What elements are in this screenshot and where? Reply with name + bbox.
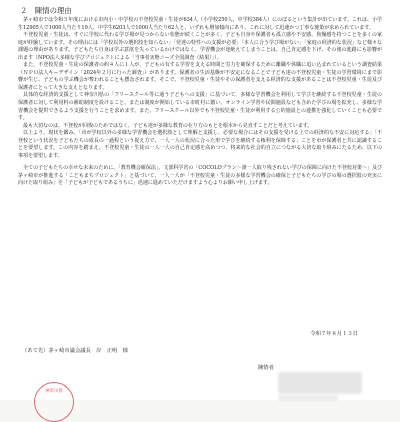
paragraph-5: 最も大切なのは、不登校が回復のためではなく、子ども達が多様な教育の在り方のもとを根本から見直すことだと考えています。	[23, 122, 313, 129]
redacted-name-block	[278, 372, 362, 394]
paragraph-4: 具体的な経済的支援として神奈川県の「フリースクール等に通う子どもへの支援」に基づいて、多様な学習機会を利用して学びを継続する不登校児童・生徒の保護者に対して利用料の補助制度を設けること、または制度が開始している市町村に倣い、オンライン学習や民間施設なども含めた学びの場を拡充し、多様な学習機会を提供できるよう支援を行うことを求めます。また、フリースクール以外でも不登校児童・生徒が利用する公的施設との連携を強化していくことも必要です。	[18, 92, 382, 122]
paragraph-6: 以上より、現状を鑑み、「市が学校以外の多様な学習機会を選択肢として理解と支援し、必要な場合にはその支援を受ける上での経済的な不安に対応する」「不登校という状況を子どもたちの成長の一過程という捉え方で、一人一人の状況に合った形で学びを継続する権利を保障する」ことを市が保護者と共に認識することを要望します。この内容を踏まえ、不登校児童・生徒の一人一人の自己肯定感を高めつつ、将来的な社会的自立につながる大切な取り組みにたるため、以下の事項を要望します。	[18, 130, 382, 159]
addressee: （あて先）茅ヶ崎市議会議長 岸 正明 様	[22, 348, 128, 354]
redacted-address-block	[278, 395, 338, 401]
section-heading: ２ 陳情の理由	[20, 6, 72, 15]
paragraph-3: また、不登校児童・生徒の保護者の約４人に１人が、子どもの有する学習を支える時間と労力を確保するために離職や休職に追い込まれているという調査結果（ＮＰＯ法人キーデザイン「2024年２月に行った調査」）があります。保護者の生活基盤が不安定になることで子ども達の不登校児童・生徒の学習環境にまで影響が生じ、子どもの学ぶ機会が奪われることも懸念されます。そこで、不登校児童・生徒やその保護者を支える経済的な支援があることは不登校児童・生徒及び保護者にとって大きな支えとなります。	[18, 62, 382, 91]
paragraph-2: 不登校児童・生徒は、すぐに学校に代わる学び場が見つからない状態が続くことが多く、子ども自身や保護者も孤立感や不安感、焦燥感を持つことを多くの家庭が経験しています。その理由には「学校以外の選択肢を知らない」「発達の特性への支援が必要」「本人に合う学び場がない」「家庭の経済的な状況」など様々な課題の理由があります。子どもたち自身は学ぶ意欲を失っているわけではなく、学習機会が途絶えてしまうことは、自己肯定感を下げ、その後の進路にも影響が出ます（NPO法人多様な学びプロジェクトによる「当事者実態ニーズ全国調査（結果）」）。	[18, 32, 382, 61]
stamp-text: 神奈川県	[45, 389, 63, 394]
receipt-stamp-icon	[34, 382, 74, 422]
document-date: 令和７年８月１３日	[310, 331, 358, 337]
paragraph-1: 茅ヶ崎市では令和５年度における市内小・中学校の不登校児童・生徒が634人（小学校250人、中学校384人）にのぼるという集計が出ています。これは、小学生12905人で1000人当たり19人、中学生6203人で1000人当たり62人と、いずれも増加傾向にあり、これに対して迅速かつ丁寧な施策が求められています。	[18, 17, 382, 31]
petitioner-label: 陳情者	[258, 365, 274, 371]
paragraph-7: 全ての子どもたちの幸せな未来のために、「教育機会確保法」、文部科学省の「COCOLOプラン～誰一人取り残されない学びの保障に向けた不登校対策～」及び茅ヶ崎市が推進する「こどもまちプロジェクト」と基づいて、一人一人が「不登校児童・生徒の多様な学習機会の確保と子どもたちの学びの場の選択肢の充実に向けた取り組み」を「子どもが子どもであるうちに」迅速に進めていただけますよう心よりお願い申し上げます。	[18, 165, 382, 187]
